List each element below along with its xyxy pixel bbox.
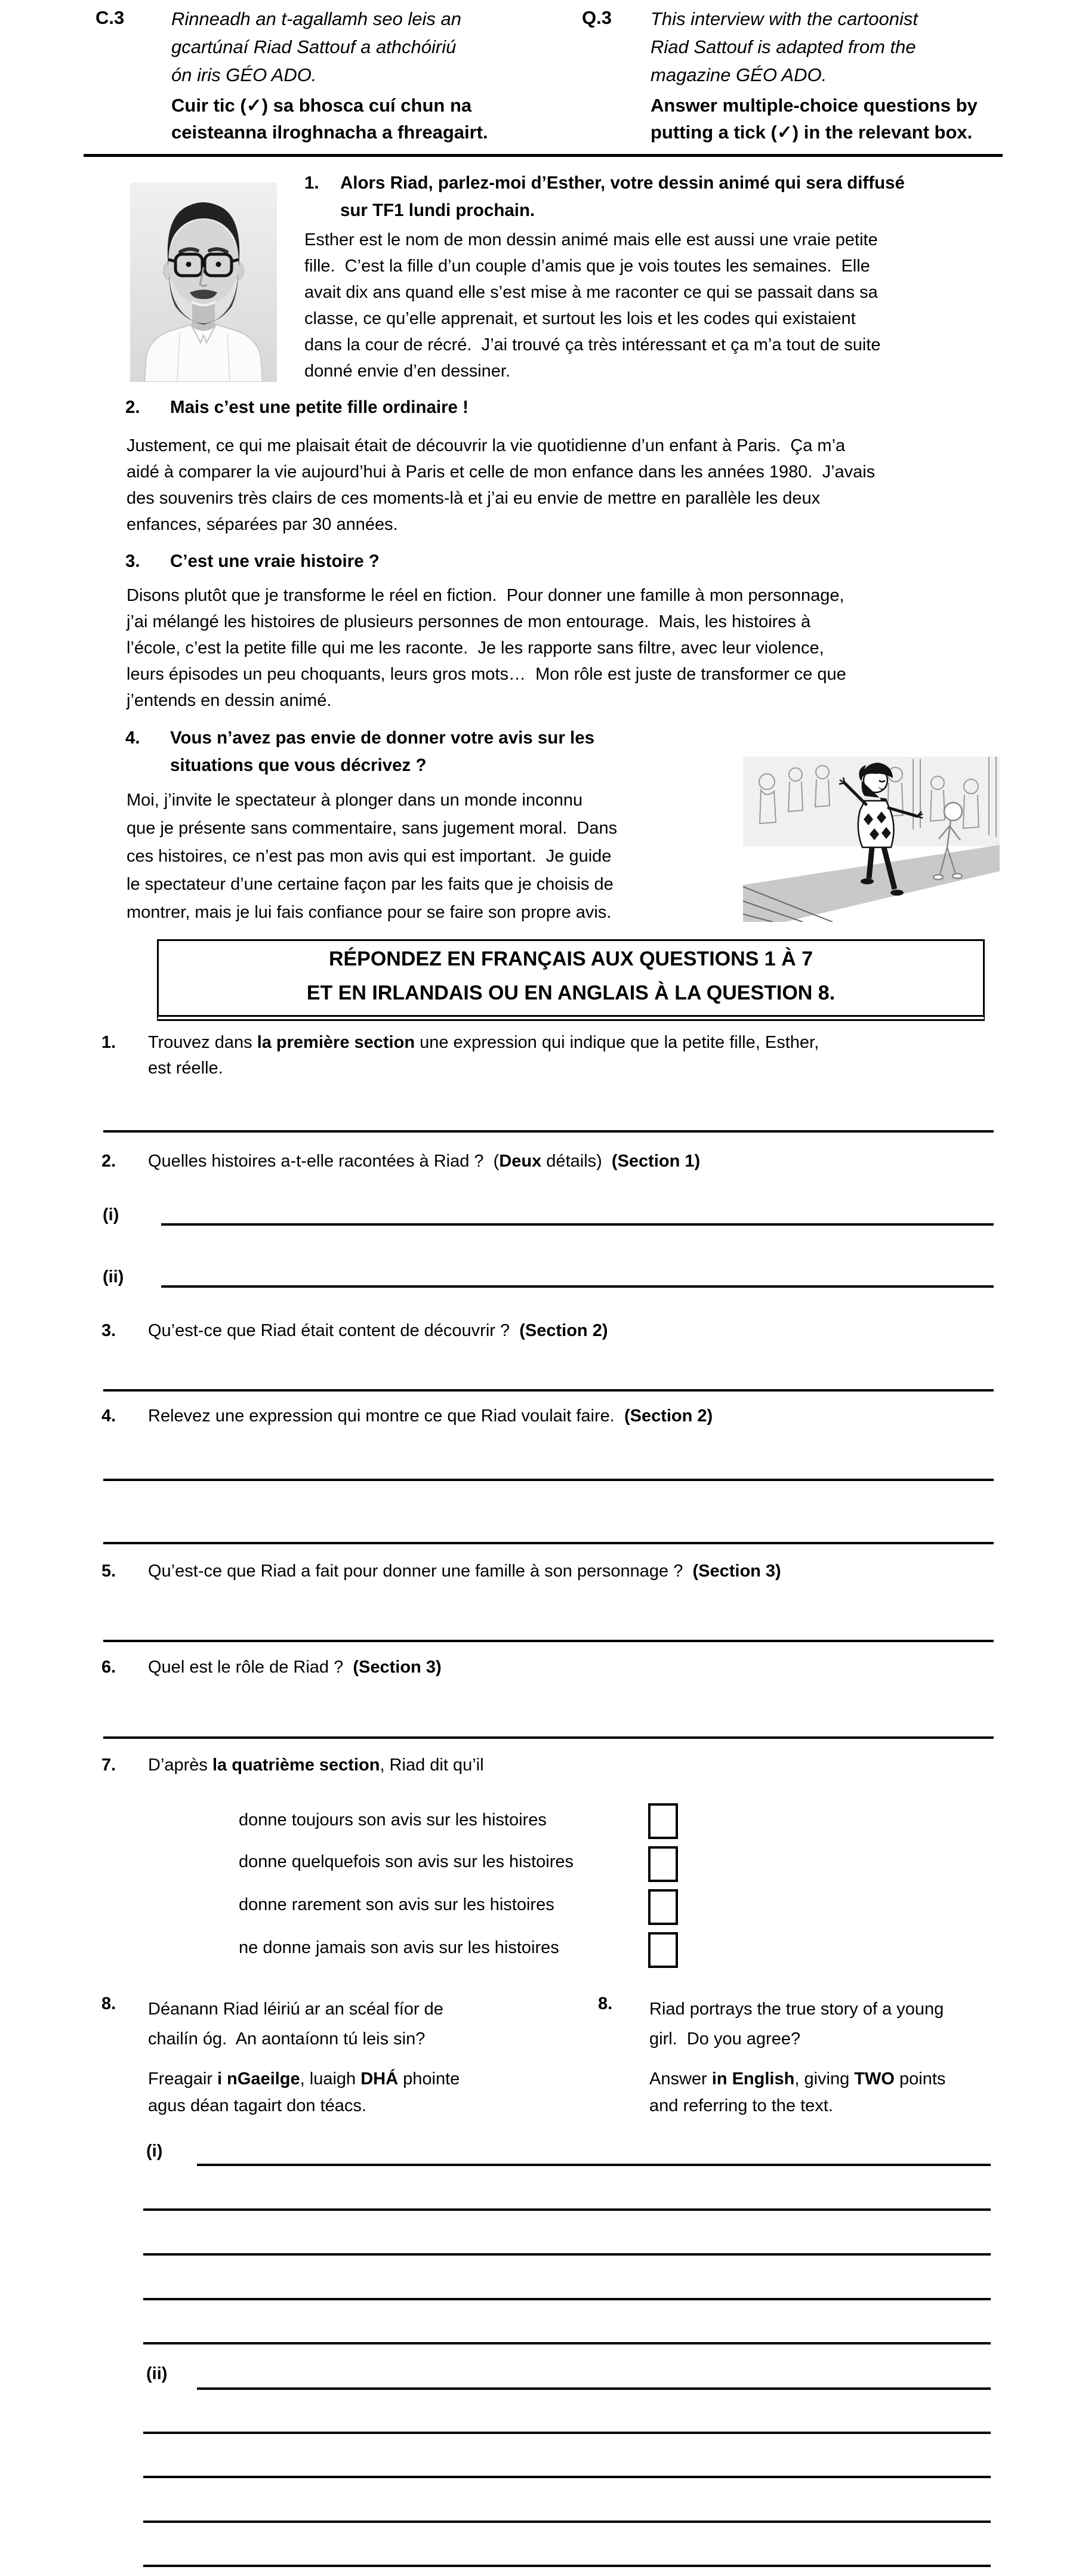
answer-line-q8-ii-5[interactable] <box>143 2565 991 2567</box>
text-line: Riad portrays the true story of a young <box>649 2000 944 2019</box>
answer-line-q1[interactable] <box>103 1130 994 1133</box>
interview-answer-1 <box>304 227 881 384</box>
question-2 <box>101 1149 700 1174</box>
question-4-text <box>148 1403 713 1429</box>
text-line: Moi, j’invite le spectateur à plonger dans un monde inconnu <box>127 791 583 810</box>
question-8-irish-instruction <box>148 2066 460 2120</box>
question-4 <box>101 1403 713 1429</box>
text-line: donné envie d’en dessiner. <box>304 362 511 381</box>
esther-cartoon-drawing <box>743 757 1000 922</box>
question-7-option-4-label: ne donne jamais son avis sur les histoires <box>239 1938 559 1957</box>
text-line: D’après la quatrième section, Riad dit qu’il <box>148 1756 484 1775</box>
text-line: gcartúnaí Riad Sattouf a athchóiriú <box>171 36 457 57</box>
question-7-number: 7. <box>101 1756 116 1775</box>
question-8-irish-question <box>148 1994 460 2054</box>
answer-line-q4-1[interactable] <box>103 1479 994 1481</box>
interview-question-4 <box>125 724 594 779</box>
checkbox-option-3[interactable] <box>648 1889 678 1925</box>
header-divider <box>84 154 1003 157</box>
answer-line-q6[interactable] <box>103 1736 994 1739</box>
question-8-sub-ii-label: (ii) <box>146 2364 168 2383</box>
english-intro-text <box>651 5 918 89</box>
question-2-text <box>148 1149 700 1174</box>
text-line: Rinneadh an t-agallamh seo leis an <box>171 8 461 29</box>
question-7-text <box>148 1753 484 1778</box>
answer-line-q2-ii[interactable] <box>161 1285 994 1288</box>
text-line: Qu’est-ce que Riad a fait pour donner une famille à son personnage ? (Section 3) <box>148 1562 781 1581</box>
text-line: classe, ce qu’elle apprenait, et surtout les lois et les codes qui existaient <box>304 309 856 328</box>
question-8-english-text <box>649 1994 945 2120</box>
question-7-option-3-label: donne rarement son avis sur les histoires <box>239 1895 554 1914</box>
question-2-number: 2. <box>101 1152 116 1171</box>
answer-line-q8-i-1[interactable] <box>197 2164 991 2166</box>
riad-sattouf-portrait-drawing <box>130 183 277 382</box>
text-line: le spectateur d’une certaine façon par les faits que je choisis de <box>127 875 614 894</box>
text-line: Answer in English, giving TWO points <box>649 2069 946 2088</box>
interview-question-1-text <box>340 169 905 224</box>
interview-question-1 <box>304 169 905 224</box>
question-8-irish <box>101 1994 460 2120</box>
irish-tick-instruction <box>171 92 488 146</box>
question-2-sub-i-label: (i) <box>103 1205 119 1224</box>
text-line: Answer multiple-choice questions by <box>651 95 978 116</box>
text-line: and referring to the text. <box>649 2096 833 2115</box>
text-line: putting a tick (✓) in the relevant box. <box>651 122 973 143</box>
question-5-number: 5. <box>101 1562 116 1581</box>
text-line: montrer, mais je lui fais confiance pour se faire son propre avis. <box>127 903 612 922</box>
text-line: girl. Do you agree? <box>649 2029 801 2049</box>
question-3-number: 3. <box>101 1321 116 1340</box>
question-2-sub-ii-label: (ii) <box>103 1267 124 1287</box>
checkbox-option-1[interactable] <box>648 1803 678 1839</box>
text-line: dans la cour de récré. J’ai trouvé ça très intéressant et ça m’a tout de suite <box>304 335 881 354</box>
text-line: Cuir tic (✓) sa bhosca cuí chun na <box>171 95 472 116</box>
answer-line-q4-2[interactable] <box>103 1542 994 1544</box>
text-line: chailín óg. An aontaíonn tú leis sin? <box>148 2029 426 2049</box>
english-tick-instruction <box>651 92 978 146</box>
text-line: Alors Riad, parlez-moi d’Esther, votre dessin animé qui sera diffusé <box>340 173 905 193</box>
question-3 <box>101 1318 608 1344</box>
question-8-english <box>598 1994 945 2120</box>
text-line: sur TF1 lundi prochain. <box>340 200 535 220</box>
interview-question-3-text <box>170 548 380 575</box>
interview-question-3-number: 3. <box>125 551 140 571</box>
text-line: situations que vous décrivez ? <box>170 755 427 775</box>
interview-question-4-text <box>170 724 594 779</box>
english-question-label: Q.3 <box>582 7 612 28</box>
answer-line-q8-i-2[interactable] <box>143 2208 991 2211</box>
question-7-option-2-label: donne quelquefois son avis sur les histoires <box>239 1852 574 1871</box>
text-line: l’école, c’est la petite fille qui me les raconte. Je les rapporte sans filtre, avec leur violence, <box>127 638 824 658</box>
answer-line-q8-ii-3[interactable] <box>143 2476 991 2478</box>
text-line: j’ai mélangé les histoires de plusieurs personnes de mon entourage. Mais, les histoires à <box>127 612 811 631</box>
question-7-option-1-label: donne toujours son avis sur les histoires <box>239 1810 547 1830</box>
checkbox-option-4[interactable] <box>648 1932 678 1968</box>
text-line: This interview with the cartoonist <box>651 8 918 29</box>
text-line: Trouvez dans la première section une expression qui indique que la petite fille, Esther, <box>148 1033 819 1052</box>
question-5 <box>101 1559 781 1584</box>
question-6 <box>101 1655 442 1680</box>
interview-question-2 <box>125 394 468 421</box>
text-line: Relevez une expression qui montre ce que Riad voulait faire. (Section 2) <box>148 1406 713 1426</box>
answer-line-q8-ii-2[interactable] <box>143 2432 991 2434</box>
text-line: Freagair i nGaeilge, luaigh DHÁ phointe <box>148 2069 460 2088</box>
text-line: Disons plutôt que je transforme le réel en fiction. Pour donner une famille à mon personnage, <box>127 586 844 605</box>
cartoon-illustration <box>743 757 1000 922</box>
question-1-number: 1. <box>101 1033 116 1052</box>
text-line: ón iris GÉO ADO. <box>171 64 317 85</box>
text-line: aidé à comparer la vie aujourd’hui à Paris et celle de mon enfance dans les années 1980. J’avais <box>127 462 876 482</box>
question-7 <box>101 1753 484 1778</box>
text-line: ET EN IRLANDAIS OU EN ANGLAIS À LA QUESTION 8. <box>306 982 836 1004</box>
interview-question-4-number: 4. <box>125 728 140 748</box>
answer-line-q3[interactable] <box>103 1389 994 1392</box>
answer-line-q5[interactable] <box>103 1640 994 1642</box>
interview-answer-3 <box>127 582 846 714</box>
text-line: Déanann Riad léiriú ar an scéal fíor de <box>148 2000 443 2019</box>
text-line: C’est une vraie histoire ? <box>170 551 380 571</box>
irish-question-label: C.3 <box>95 7 125 28</box>
answer-language-instruction-box <box>157 939 985 1021</box>
checkbox-option-2[interactable] <box>648 1846 678 1882</box>
text-line: Riad Sattouf is adapted from the <box>651 36 916 57</box>
answer-line-q8-i-5[interactable] <box>143 2342 991 2344</box>
question-5-text <box>148 1559 781 1584</box>
interview-question-1-number: 1. <box>304 173 319 193</box>
question-4-number: 4. <box>101 1406 116 1426</box>
answer-line-q8-i-3[interactable] <box>143 2253 991 2256</box>
text-line: agus déan tagairt don téacs. <box>148 2096 366 2115</box>
text-line: ces histoires, ce n’est pas mon avis qui est important. Je guide <box>127 847 612 866</box>
question-8-english-number: 8. <box>598 1994 613 2013</box>
interview-question-2-number: 2. <box>125 397 140 417</box>
text-line: magazine GÉO ADO. <box>651 64 827 85</box>
text-line: avait dix ans quand elle s’est mise à me raconter ce qui se passait dans sa <box>304 283 878 302</box>
answer-line-q2-i[interactable] <box>161 1223 994 1226</box>
text-line: ceisteanna ilroghnacha a fhreagairt. <box>171 122 488 143</box>
question-8-english-instruction <box>649 2066 945 2120</box>
question-8-english-question <box>649 1994 945 2054</box>
text-line: Mais c’est une petite fille ordinaire ! <box>170 397 468 417</box>
text-line: Justement, ce qui me plaisait était de découvrir la vie quotidienne d’un enfant à Paris. Ça m’a <box>127 436 846 455</box>
portrait-photo <box>130 183 277 382</box>
interview-question-2-text <box>170 394 468 421</box>
text-line: Quel est le rôle de Riad ? (Section 3) <box>148 1658 442 1677</box>
question-1 <box>101 1030 819 1081</box>
text-line: Esther est le nom de mon dessin animé mais elle est aussi une vraie petite <box>304 230 878 249</box>
irish-intro-text <box>171 5 461 89</box>
question-6-text <box>148 1655 442 1680</box>
text-line: enfances, séparées par 30 années. <box>127 515 398 534</box>
text-line: Qu’est-ce que Riad était content de découvrir ? (Section 2) <box>148 1321 608 1340</box>
text-line: fille. C’est la fille d’un couple d’amis que je vois toutes les semaines. Elle <box>304 257 870 276</box>
question-1-text <box>148 1030 819 1081</box>
answer-line-q8-ii-4[interactable] <box>143 2521 991 2523</box>
question-8-irish-number: 8. <box>101 1994 116 2013</box>
text-line: que je présente sans commentaire, sans jugement moral. Dans <box>127 819 618 838</box>
question-6-number: 6. <box>101 1658 116 1677</box>
interview-answer-2 <box>127 433 875 538</box>
text-line: RÉPONDEZ EN FRANÇAIS AUX QUESTIONS 1 À 7 <box>328 948 813 970</box>
text-line: Vous n’avez pas envie de donner votre avis sur les <box>170 728 595 748</box>
question-8-irish-text <box>148 1994 460 2120</box>
text-line: des souvenirs très clairs de ces moments-là et j’ai eu envie de mettre en parallèle les deux <box>127 489 821 508</box>
question-8-sub-i-label: (i) <box>146 2142 163 2161</box>
text-line: j’entends en dessin animé. <box>127 691 332 710</box>
interview-question-3 <box>125 548 380 575</box>
question-3-text <box>148 1318 608 1344</box>
answer-line-q8-i-4[interactable] <box>143 2298 991 2300</box>
text-line: leurs épisodes un peu choquants, leurs gros mots… Mon rôle est juste de transformer ce que <box>127 665 846 684</box>
answer-line-q8-ii-1[interactable] <box>197 2387 991 2390</box>
text-line: est réelle. <box>148 1059 223 1078</box>
interview-answer-4 <box>127 786 617 927</box>
text-line: Quelles histoires a-t-elle racontées à Riad ? (Deux détails) (Section 1) <box>148 1152 701 1171</box>
